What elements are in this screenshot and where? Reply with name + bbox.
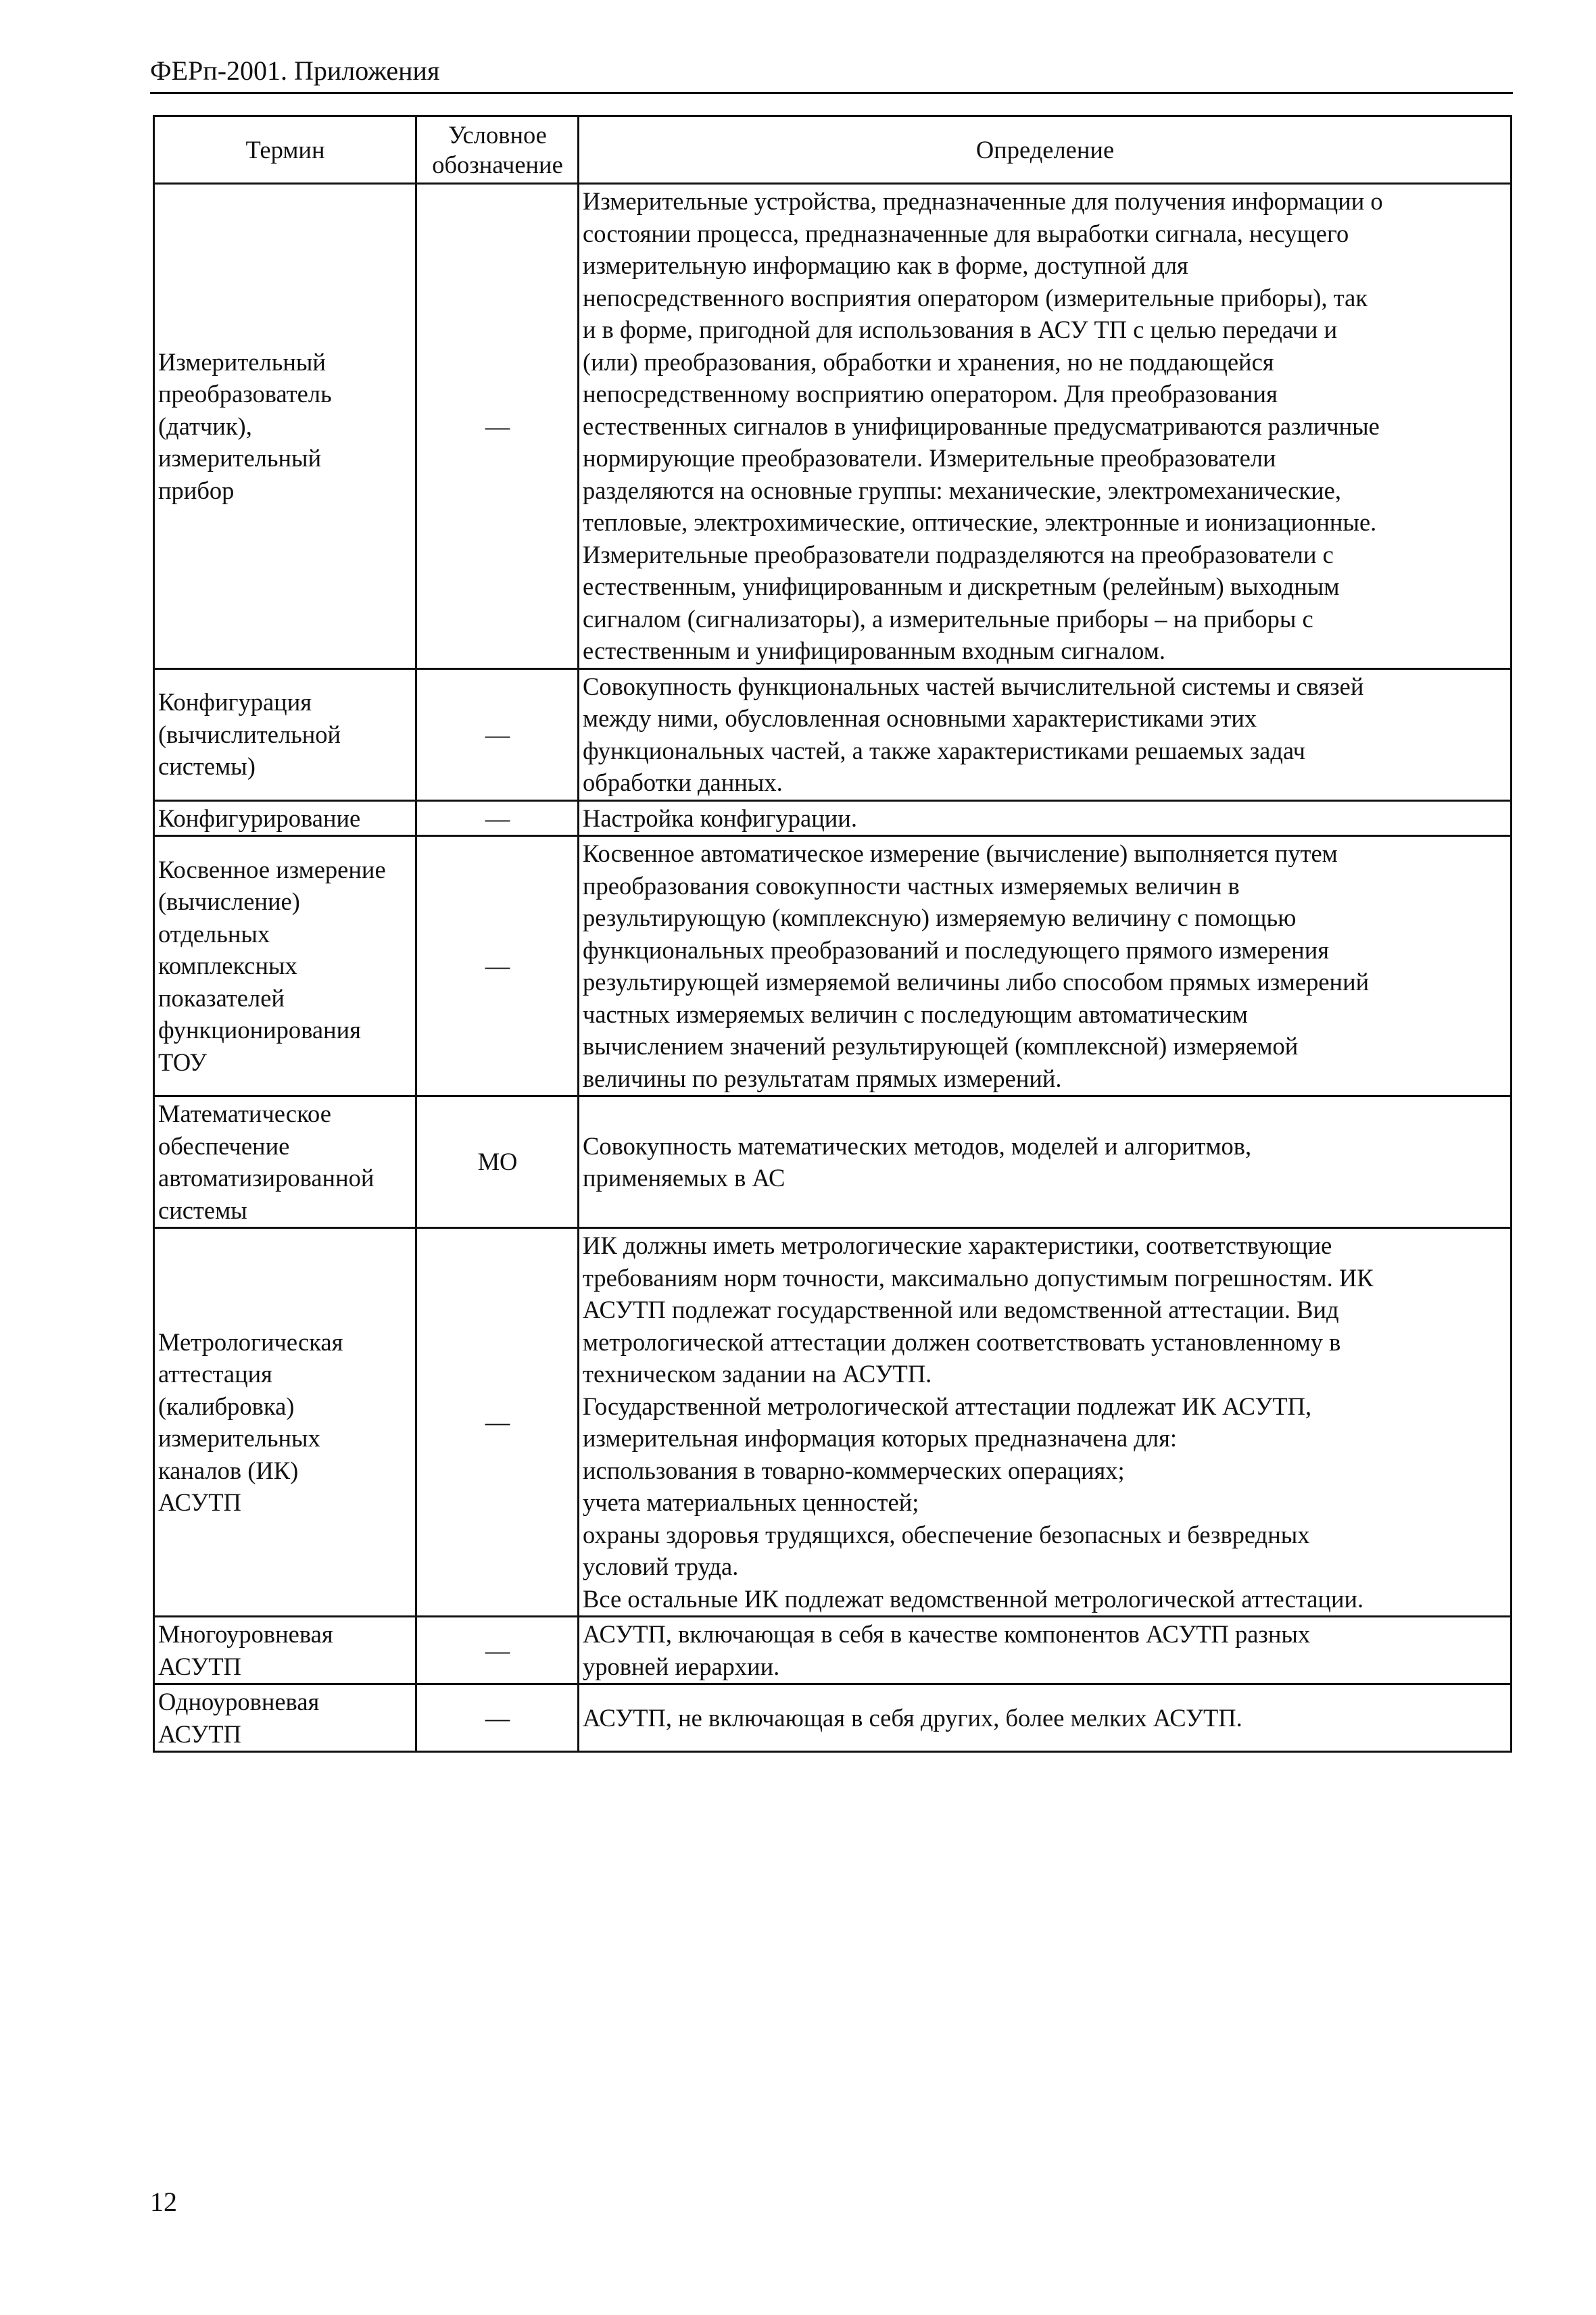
symbol-cell: —	[416, 668, 579, 800]
definition-line: результирующей измеряемой величины либо способом прямых измерений	[583, 968, 1370, 996]
definition-line: состоянии процесса, предназначенные для выработки сигнала, несущего	[583, 219, 1349, 247]
table-row	[154, 1617, 1512, 1684]
term-line: аттестация	[158, 1360, 272, 1388]
definition-line: АСУТП, включающая в себя в качестве компонентов АСУТП разных	[583, 1620, 1311, 1648]
table-header-row	[154, 116, 1512, 184]
definition-line: уровней иерархии.	[583, 1652, 780, 1680]
term-line: измерительных	[158, 1424, 320, 1452]
term-cell	[154, 1228, 416, 1617]
definition-line: обработки данных.	[583, 769, 783, 796]
term-line: автоматизированной	[158, 1164, 374, 1192]
definition-line: Совокупность функциональных частей вычислительной системы и связей	[583, 672, 1364, 700]
term-line: (датчик),	[158, 412, 252, 440]
table-row	[154, 184, 1512, 669]
header-rule	[150, 92, 1513, 94]
term-line: системы)	[158, 752, 256, 781]
definition-line: Косвенное автоматическое измерение (вычисление) выполняется путем	[583, 839, 1338, 867]
term-line: системы	[158, 1196, 247, 1224]
definition-line: непосредственному восприятию оператором. Для преобразования	[583, 380, 1278, 408]
term-cell	[154, 836, 416, 1096]
term-cell	[154, 184, 416, 669]
column-header-symbol-line: Условное	[448, 120, 547, 149]
term-line: Многоуровневая	[158, 1620, 333, 1648]
page-number: 12	[150, 2187, 177, 2217]
term-line: (вычисление)	[158, 887, 300, 916]
definition-line: вычислением значений результирующей (комплексной) измеряемой	[583, 1032, 1299, 1060]
definition-line: тепловые, электрохимические, оптические, электронные и ионизационные.	[583, 508, 1377, 536]
term-line: Математическое	[158, 1100, 331, 1127]
definition-line: техническом задании на АСУТП.	[583, 1360, 932, 1388]
table-row	[154, 1096, 1512, 1228]
definition-line: функциональных преобразований и последующего прямого измерения	[583, 935, 1330, 964]
term-line: Конфигурация	[158, 688, 312, 716]
symbol-cell: —	[416, 836, 579, 1096]
definition-line: величины по результатам прямых измерений.	[583, 1064, 1062, 1092]
term-line: ТОУ	[158, 1048, 207, 1076]
definition-line: нормирующие преобразователи. Измерительные преобразователи	[583, 444, 1276, 472]
symbol-cell: —	[416, 1228, 579, 1617]
definition-line: естественных сигналов в унифицированные предусматриваются различные	[583, 412, 1380, 440]
term-line: обеспечение	[158, 1131, 290, 1160]
term-cell	[154, 1096, 416, 1228]
term-line: (калибровка)	[158, 1392, 295, 1420]
term-line: комплексных	[158, 952, 297, 980]
term-cell	[154, 668, 416, 800]
term-line: Метрологическая	[158, 1327, 343, 1356]
term-line: показателей	[158, 983, 285, 1012]
definition-cell	[579, 1617, 1512, 1684]
definition-cell	[579, 836, 1512, 1096]
page-header: ФЕРп-2001. Приложения	[150, 55, 440, 86]
definition-line: (или) преобразования, обработки и хранения, но не поддающейся	[583, 347, 1274, 376]
table-row	[154, 800, 1512, 836]
definition-line: естественным и унифицированным входным сигналом.	[583, 637, 1165, 664]
table-row	[154, 1228, 1512, 1617]
terms-table	[153, 115, 1512, 1753]
term-line: измерительный	[158, 444, 322, 472]
term-line: АСУТП	[158, 1488, 241, 1516]
definition-line: Настройка конфигурации.	[583, 804, 857, 832]
definition-line: и в форме, пригодной для использования в АСУ ТП с целью передачи и	[583, 316, 1338, 343]
definition-line: Измерительные устройства, предназначенные для получения информации о	[583, 187, 1383, 215]
symbol-cell: —	[416, 1617, 579, 1684]
definition-cell	[579, 668, 1512, 800]
definition-line: непосредственного восприятия оператором (измерительные приборы), так	[583, 283, 1368, 312]
definition-line: применяемых в АС	[583, 1164, 785, 1192]
definition-line: Совокупность математических методов, моделей и алгоритмов,	[583, 1131, 1252, 1160]
symbol-cell: —	[416, 1684, 579, 1752]
definition-line: учета материальных ценностей;	[583, 1488, 919, 1516]
definition-cell	[579, 1096, 1512, 1228]
definition-line: преобразования совокупности частных измеряемых величин в	[583, 871, 1240, 900]
term-line: Косвенное измерение	[158, 855, 386, 883]
definition-line: функциональных частей, а также характеристиками решаемых задач	[583, 736, 1305, 764]
symbol-cell: —	[416, 184, 579, 669]
term-line: прибор	[158, 476, 235, 504]
term-line: Измерительный	[158, 347, 326, 376]
definition-cell	[579, 1684, 1512, 1752]
definition-line: Все остальные ИК подлежат ведомственной метрологической аттестации.	[583, 1584, 1364, 1613]
definition-line: естественным, унифицированным и дискретным (релейным) выходным	[583, 572, 1340, 600]
term-cell	[154, 1617, 416, 1684]
definition-cell	[579, 800, 1512, 836]
term-line: АСУТП	[158, 1652, 241, 1680]
term-line: (вычислительной	[158, 720, 341, 748]
term-line: Одноуровневая	[158, 1688, 320, 1715]
symbol-cell: —	[416, 800, 579, 836]
definition-line: Государственной метрологической аттестации подлежат ИК АСУТП,	[583, 1392, 1312, 1420]
definition-line: измерительную информацию как в форме, доступной для	[583, 251, 1188, 279]
table-row	[154, 1684, 1512, 1752]
terms-table-body	[154, 184, 1512, 1752]
term-cell	[154, 1684, 416, 1752]
column-header-symbol	[416, 116, 579, 184]
definition-line: метрологической аттестации должен соответствовать установленному в	[583, 1327, 1341, 1356]
term-line: отдельных	[158, 919, 270, 948]
definition-cell	[579, 1228, 1512, 1617]
column-header-symbol-line: обозначение	[432, 150, 563, 178]
definition-line: результирующую (комплексную) измеряемую величину с помощью	[583, 904, 1297, 931]
definition-line: измерительная информация которых предназначена для:	[583, 1424, 1178, 1452]
definition-line: охраны здоровья трудящихся, обеспечение безопасных и безвредных	[583, 1520, 1310, 1549]
table-row	[154, 836, 1512, 1096]
definition-line: сигналом (сигнализаторы), а измерительные приборы – на приборы с	[583, 604, 1313, 633]
column-header-definition: Определение	[579, 116, 1512, 184]
table-row	[154, 668, 1512, 800]
definition-line: использования в товарно-коммерческих операциях;	[583, 1456, 1125, 1484]
term-line: преобразователь	[158, 380, 332, 408]
definition-line: АСУТП подлежат государственной или ведомственной аттестации. Вид	[583, 1296, 1339, 1323]
definition-line: разделяются на основные группы: механические, электромеханические,	[583, 476, 1341, 504]
definition-line: частных измеряемых величин с последующим автоматическим	[583, 1000, 1248, 1028]
column-header-term: Термин	[154, 116, 416, 184]
term-line: Конфигурирование	[158, 804, 361, 832]
definition-cell	[579, 184, 1512, 669]
definition-line: АСУТП, не включающая в себя других, более мелких АСУТП.	[583, 1703, 1242, 1732]
definition-line: условий труда.	[583, 1553, 739, 1580]
definition-line: между ними, обусловленная основными характеристиками этих	[583, 704, 1257, 732]
term-cell	[154, 800, 416, 836]
definition-line: ИК должны иметь метрологические характеристики, соответствующие	[583, 1232, 1332, 1259]
definition-line: требованиям норм точности, максимально допустимым погрешностям. ИК	[583, 1263, 1374, 1292]
symbol-cell: МО	[416, 1096, 579, 1228]
definition-line: Измерительные преобразователи подразделяются на преобразователи с	[583, 540, 1334, 568]
term-line: каналов (ИК)	[158, 1456, 299, 1484]
term-line: функционирования	[158, 1016, 361, 1044]
term-line: АСУТП	[158, 1720, 241, 1748]
